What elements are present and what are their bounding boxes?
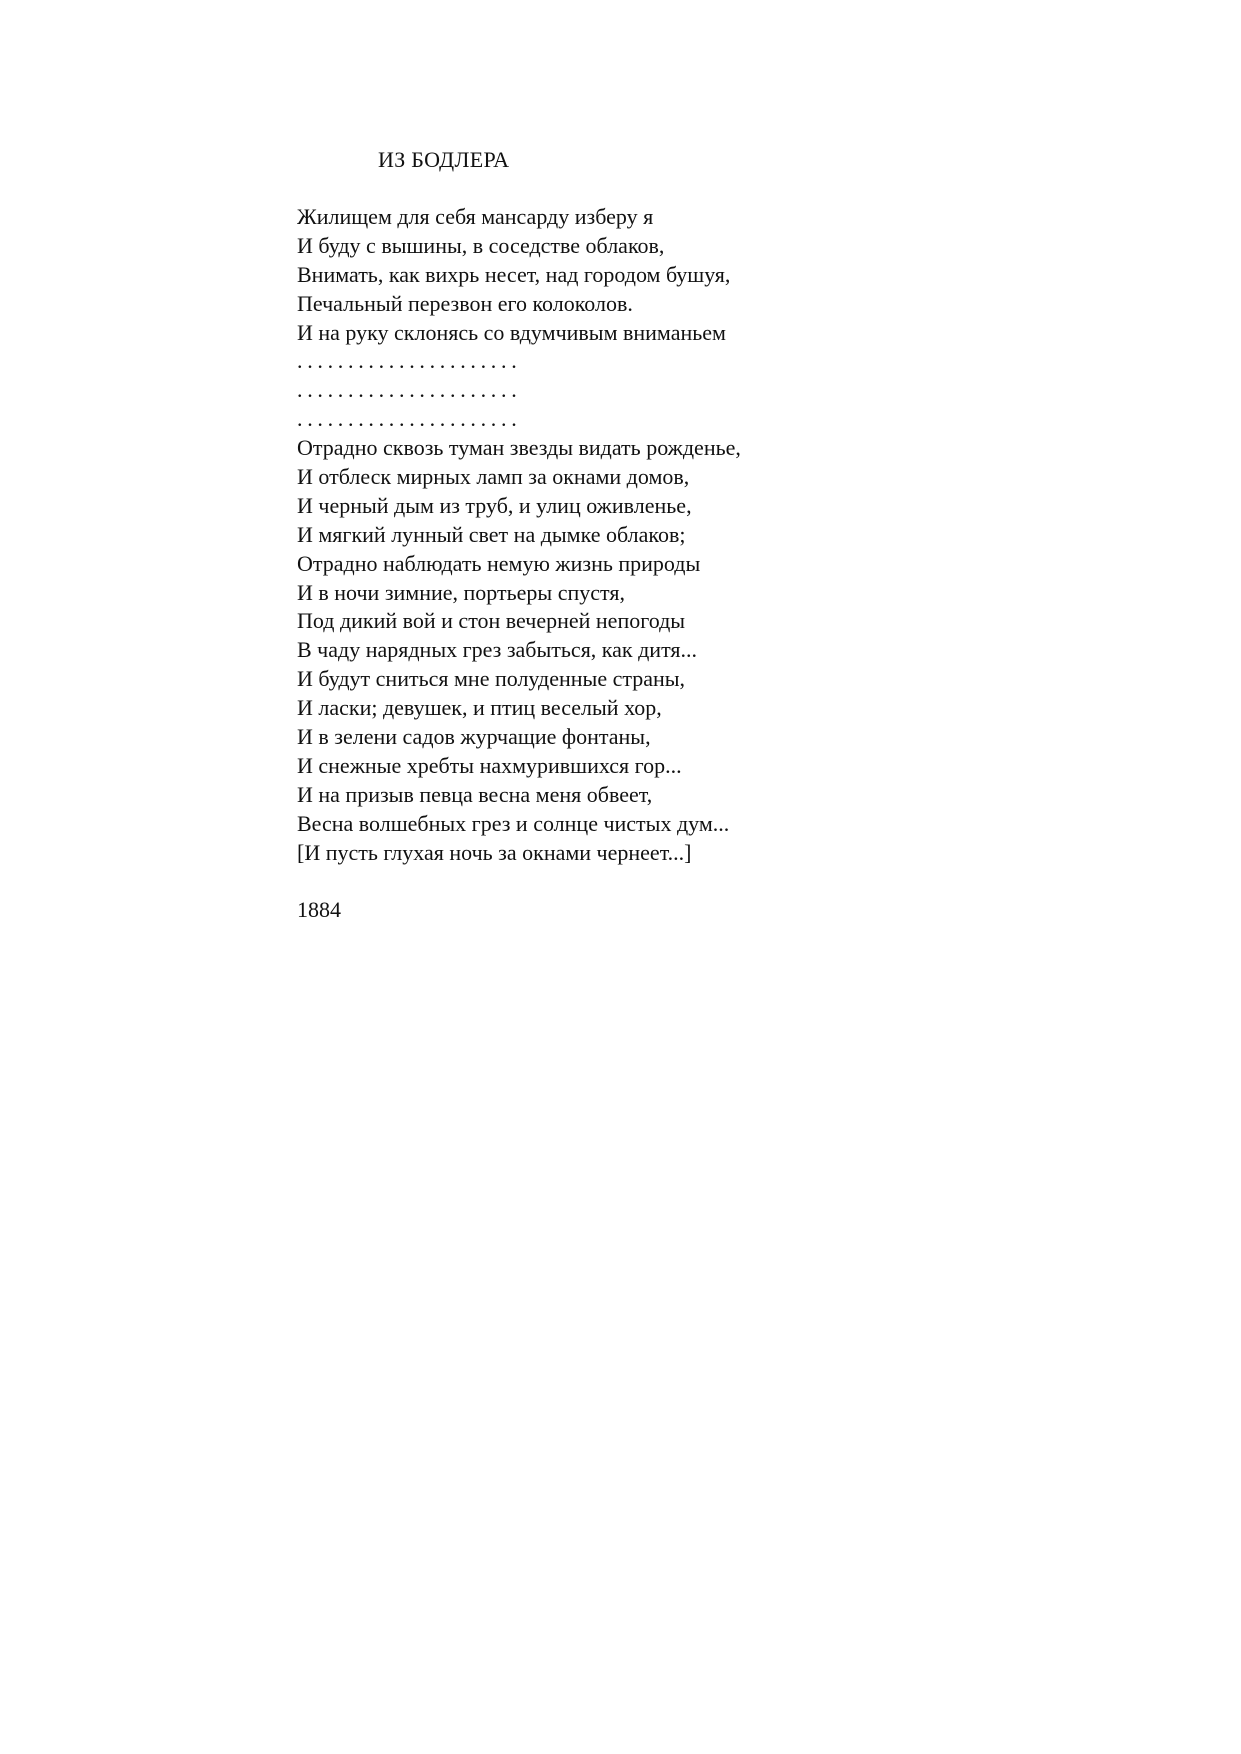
poem-line: Отрадно наблюдать немую жизнь природы: [297, 550, 701, 576]
poem-line: [И пусть глухая ночь за окнами чернеет...]: [297, 839, 692, 865]
ellipsis-line: ......................: [297, 406, 522, 432]
poem-line: И в зелени садов журчащие фонтаны,: [297, 724, 651, 750]
poem-line: И будут сниться мне полуденные страны,: [297, 666, 686, 692]
poem-title: ИЗ БОДЛЕРА: [378, 147, 510, 172]
ellipsis-line: ......................: [297, 377, 522, 403]
poem-line: Внимать, как вихрь несет, над городом бушуя,: [297, 261, 731, 287]
poem-line: И на руку склонясь со вдумчивым вниманьем: [297, 319, 726, 345]
poem-line: И отблеск мирных ламп за окнами домов,: [297, 464, 690, 490]
poem-line: И черный дым из труб, и улиц оживленье,: [297, 492, 692, 518]
ellipsis-line: ......................: [297, 348, 522, 374]
poem-line: И буду с вышины, в соседстве облаков,: [297, 232, 665, 258]
poem-body: [297, 203, 1057, 867]
poem-line: Печальный перезвон его колоколов.: [297, 290, 633, 316]
poem-line: И в ночи зимние, портьеры спустя,: [297, 579, 625, 605]
poem-line: В чаду нарядных грез забыться, как дитя...: [297, 637, 698, 663]
poem-line: И мягкий лунный свет на дымке облаков;: [297, 521, 686, 547]
poem-year: 1884: [297, 897, 341, 922]
poem-line: Жилищем для себя мансарду изберу я: [297, 204, 654, 229]
poem-line: Отрадно сквозь туман звезды видать рожденье,: [297, 435, 741, 461]
poem-line: Весна волшебных грез и солнце чистых дум...: [297, 810, 730, 836]
poem-line: И снежные хребты нахмурившихся гор...: [297, 752, 682, 778]
poem-line: Под дикий вой и стон вечерней непогоды: [297, 608, 686, 634]
poem-line: И на призыв певца весна меня обвеет,: [297, 781, 653, 807]
poem-line: И ласки; девушек, и птиц веселый хор,: [297, 695, 662, 721]
